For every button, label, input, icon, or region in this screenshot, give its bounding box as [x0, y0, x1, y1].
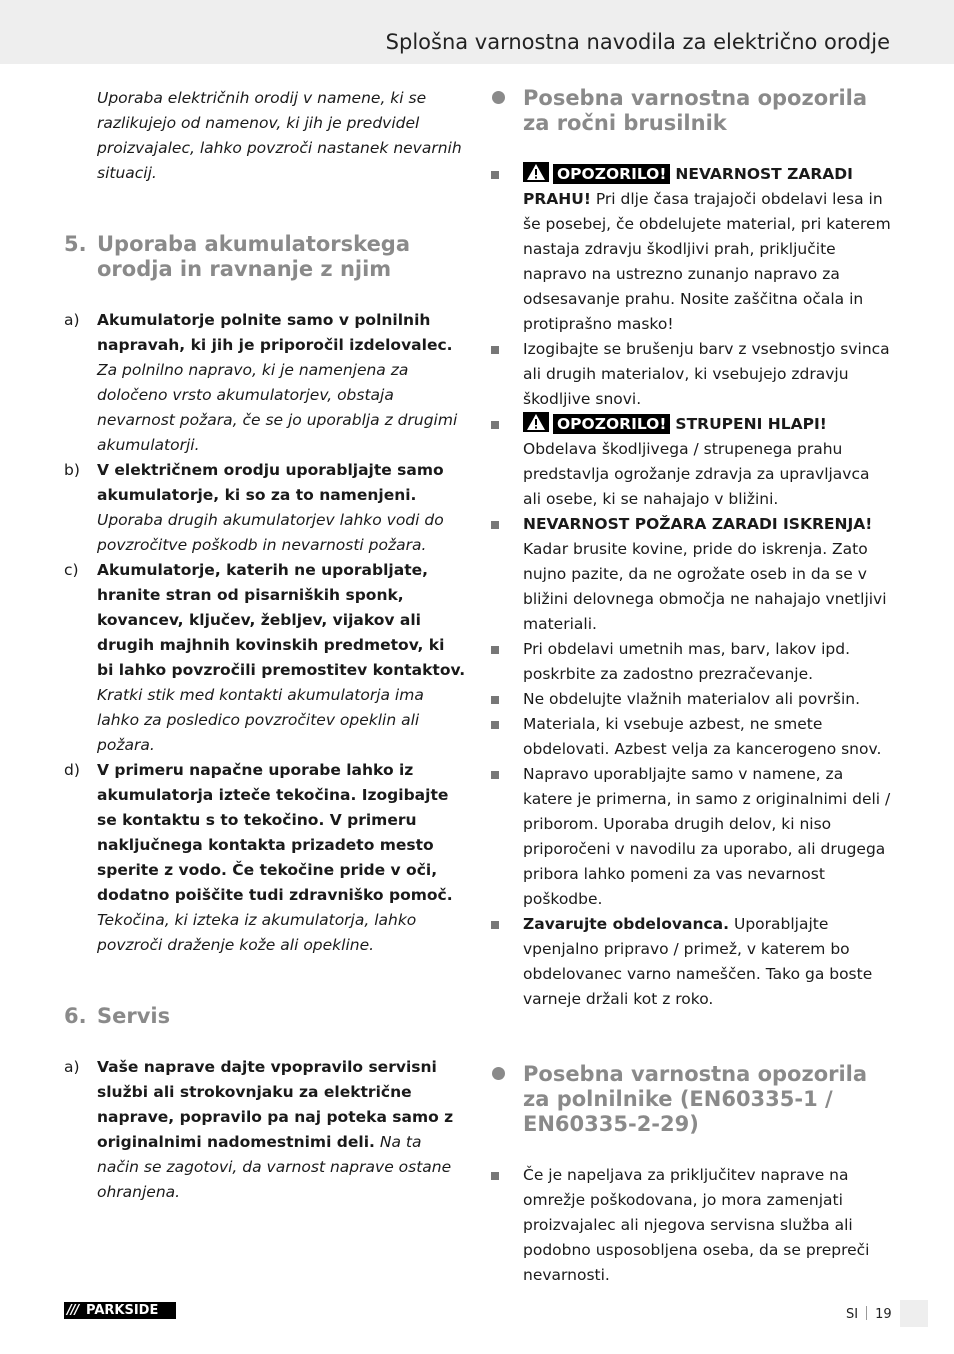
square-bullet-icon [491, 421, 499, 429]
language-code: SI [846, 1307, 859, 1322]
warning-badge: OPOZORILO! [553, 164, 670, 184]
warning-triangle-icon [523, 162, 549, 182]
list-item: b) V električnem orodju uporabljajte samo akumulatorje, ki so za to namenjeni. Uporaba drugih akumulatorjev lahko vodi do povzročitve poškodb in nevarnosti požara. [64, 461, 444, 554]
list-item: NEVARNOST POŽARA ZARADI ISKRENJA! Kadar brusite kovine, pride do iskrenja. Zato nujno pazite, da ne ogrožate oseb in da se v bližini delovnega območja ne nahajajo vnetljivi materiali. [490, 512, 892, 637]
list-item: Zavarujte obdelovanca. Uporabljajte vpenjalno pripravo / primež, v katerem bo obdelovanec varno nameščen. Tako ga boste varneje držali kot z roko. [490, 912, 892, 1012]
logo-stripes: /// [67, 1303, 79, 1318]
list-item: d) V primeru napačne uporabe lahko iz akumulatorja izteče tekočina. Izogibajte se kontaktu s to tekočino. V primeru naključnega kontakta prizadeto mesto sperite z vodo. Če tekočine pride v oči, dodatno poiščite tudi zdravniško pomoč. Tekočina, ki izteka iz akumulatorja, lahko povzroči draženje kože ali opekline. [64, 761, 453, 954]
list-item: OPOZORILO! STRUPENI HLAPI! Obdelava škodljivega / strupenega prahu predstavlja ogrožanje zdravja za upravljavca ali osebe, ki se nahajajo v bližini. [490, 412, 892, 512]
logo-brand: PARKSIDE [86, 1303, 159, 1318]
page-number: 19 [875, 1307, 892, 1322]
section-6-title: Servis [97, 1004, 171, 1028]
list-item: Napravo uporabljajte samo v namene, za katere je primerna, in samo z originalnimi deli / priborom. Uporaba drugih delov, ki niso priporočeni v navodilu za uporabo, ali drugega pribora lahko pomeni za vas nevarnost poškodbe. [490, 762, 892, 912]
section-5-heading [64, 232, 466, 282]
parkside-logo [64, 1302, 176, 1319]
page-header [0, 0, 954, 64]
section-5-title: Uporaba akumulatorskega orodja in ravnanje z njim [97, 232, 411, 281]
left-column [64, 86, 466, 1205]
list-item: a) Akumulatorje polnite samo v polnilnih napravah, ki jih je priporočil izdelovalec. Za polnilno napravo, ki je namenjena za določeno vrsto akumulatorjev, obstaja nevarnost požara, če se jo uporablja z drugimi akumulatorji. [64, 311, 458, 454]
grinder-safety-heading [490, 86, 892, 136]
bullet-dot-icon [492, 91, 505, 104]
list-item: Izogibajte se brušenju barv z vsebnostjo svinca ali drugih materialov, ki vsebujejo zdravju škodljive snovi. [490, 337, 892, 412]
square-bullet-icon [491, 696, 499, 704]
grinder-safety-title: Posebna varnostna opozorila za ročni brusilnik [523, 86, 868, 135]
page-title: Splošna varnostna navodila za električno orodje [385, 30, 890, 54]
charger-safety-title: Posebna varnostna opozorila za polnilnike (EN60335-1 / EN60335-2-29) [523, 1062, 868, 1136]
square-bullet-icon [491, 1172, 499, 1180]
section-6-list [64, 1055, 466, 1205]
square-bullet-icon [491, 346, 499, 354]
warning-triangle-icon [523, 412, 549, 432]
square-bullet-icon [491, 171, 499, 179]
list-item: Pri obdelavi umetnih mas, barv, lakov ipd. poskrbite za zadostno prezračevanje. [490, 637, 892, 687]
warning-badge: OPOZORILO! [553, 414, 670, 434]
list-item: c) Akumulatorje, katerih ne uporabljate, hranite stran od pisarniških sponk, kovancev, ključev, žebljev, vijakov ali drugih majhnih kovinskih predmetov, ki bi lahko povzročili premostitev kontaktov. Kratki stik med kontakti akumulatorja ima lahko za posledico povzročitev opeklin ali požara. [64, 561, 466, 754]
footer-tab-box [900, 1300, 928, 1327]
section-6-number: 6. [64, 1004, 87, 1028]
list-item: Ne obdelujte vlažnih materialov ali površin. [490, 687, 892, 712]
square-bullet-icon [491, 721, 499, 729]
square-bullet-icon [491, 521, 499, 529]
list-item: OPOZORILO! NEVARNOST ZARADI PRAHU! Pri dlje časa trajajoči obdelavi lesa in še posebej, če obdelujete material, pri katerem nastaja zdravju škodljivi prah, priključite napravo na ustrezno zunanjo napravo za odsesavanje prahu. Nosite zaščitna očala in protiprašno masko! [490, 162, 892, 337]
page-number-area [846, 1306, 892, 1322]
right-column [490, 86, 892, 1288]
footer-divider [866, 1306, 867, 1320]
intro-text: Uporaba električnih orodij v namene, ki se razlikujejo od namenov, ki jih je predvidel proizvajalec, lahko povzroči nastanek nevarnih situacij. [97, 89, 462, 182]
square-bullet-icon [491, 921, 499, 929]
square-bullet-icon [491, 771, 499, 779]
grinder-safety-list [490, 162, 892, 1012]
section-5-list [64, 308, 466, 958]
charger-safety-heading [490, 1062, 892, 1137]
list-item: Če je napeljava za priključitev naprave na omrežje poškodovana, jo mora zamenjati proizvajalec ali njegova servisna služba ali podobno usposobljena oseba, da se prepreči nevarnosti. [490, 1163, 892, 1288]
list-item: a) Vaše naprave dajte vpopravilo servisni službi ali strokovnjaku za električne naprave, popravilo pa naj poteka samo z originalnimi nadomestnimi deli. Na ta način se zagotovi, da varnost naprave ostane ohranjena. [64, 1058, 454, 1201]
list-item: Materiala, ki vsebuje azbest, ne smete obdelovati. Azbest velja za kancerogeno snov. [490, 712, 892, 762]
charger-safety-list [490, 1163, 892, 1288]
bullet-dot-icon [492, 1067, 505, 1080]
section-6-heading [64, 1004, 466, 1029]
square-bullet-icon [491, 646, 499, 654]
section-5-number: 5. [64, 232, 87, 256]
